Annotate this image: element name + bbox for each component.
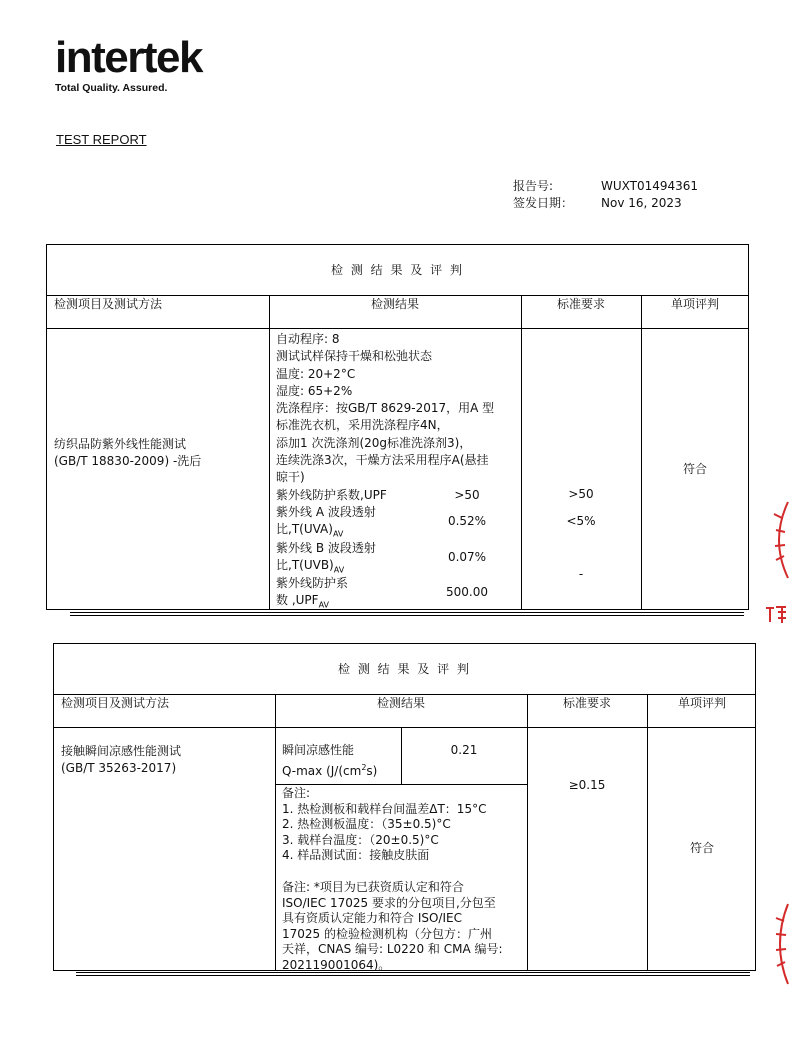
report-title: TEST REPORT	[56, 132, 147, 147]
company-logo	[55, 33, 202, 94]
remark-line: 17025 的检验检测机构（分包方：广州	[282, 926, 492, 941]
subscript: AV	[318, 600, 329, 610]
result-label: 紫外线防护系数,UPF	[276, 488, 387, 502]
result-row-uva-value: 0.52%	[447, 514, 487, 528]
logo-tagline: Total Quality. Assured.	[55, 82, 168, 94]
note-line: 3. 载样台温度：（20±0.5)°C	[282, 832, 439, 847]
column-header-requirement: 标准要求	[556, 297, 605, 311]
requirement-uva: <5%	[566, 514, 596, 528]
result-label: 数 ,UPF	[276, 593, 319, 608]
verdict: 符合	[689, 841, 714, 855]
condition-line: 添加1 次洗涤剂(20g标准洗涤剂3)，	[276, 435, 472, 450]
column-header-verdict: 单项评判	[670, 297, 719, 311]
test-item-method: (GB/T 18830-2009) -洗后	[54, 454, 202, 469]
remark-line: 天祥，CNAS 编号: L0220 和 CMA 编号:	[282, 942, 503, 957]
stamp-fragment-top	[764, 500, 790, 580]
results-table-uv	[46, 244, 749, 610]
column-header-requirement: 标准要求	[562, 696, 611, 710]
table-title: 检 测 结 果 及 评 判	[47, 245, 748, 296]
report-no: WUXT01494361	[601, 179, 699, 193]
column-header-item: 检测项目及测试方法	[61, 696, 170, 710]
result-label	[282, 742, 377, 781]
subscript: AV	[332, 529, 344, 539]
requirement-uvb: -	[578, 567, 584, 581]
result-label-line: Q-max (J/(cm	[282, 764, 362, 779]
result-row-uva-label	[276, 504, 376, 543]
report-meta	[513, 178, 698, 212]
condition-line: 洗涤程序：按GB/T 8629-2017，用A 型	[276, 401, 495, 416]
stamp-fragment-mid	[764, 604, 790, 626]
column-header-result: 检测结果	[370, 297, 419, 311]
result-label: 紫外线防护系	[276, 576, 349, 590]
result-label-line: 瞬间凉感性能	[282, 743, 355, 757]
condition-line: 连续洗涤3次，干燥方法采用程序A(悬挂	[276, 453, 489, 468]
requirement-upf: >50	[568, 487, 594, 501]
result-label: 紫外线 B 波段透射	[276, 541, 376, 555]
result-row-uvb-value: 0.07%	[447, 550, 487, 564]
superscript: 2	[361, 763, 367, 773]
condition-line: 标准洗衣机，采用洗涤程序4N，	[276, 418, 449, 433]
test-item	[54, 436, 201, 471]
test-item-name: 纺织品防紫外线性能测试	[54, 437, 187, 451]
result-row-upfav-label	[276, 575, 348, 614]
report-no-label: 报告号:	[513, 179, 554, 193]
column-header-item: 检测项目及测试方法	[54, 297, 163, 311]
condition-line: 测试试样保持干燥和松弛状态	[276, 349, 433, 364]
stamp-fragment-bottom	[768, 902, 790, 986]
result-row-upfav-value: 500.00	[446, 585, 488, 599]
result-row-upf-value: >50	[454, 488, 480, 502]
condition-line: 晾干)	[276, 470, 305, 485]
result-value: 0.21	[450, 743, 478, 757]
issue-date-label: 签发日期：	[513, 196, 574, 210]
test-notes	[282, 786, 503, 974]
condition-line: 温度: 20+2°C	[276, 366, 356, 381]
issue-date: Nov 16, 2023	[601, 196, 682, 210]
condition-line: 湿度: 65+2%	[276, 383, 353, 398]
remark-line: ISO/IEC 17025 要求的分包项目,分包至	[282, 895, 496, 910]
remark-line: 备注: *项目为已获资质认定和符合	[282, 879, 464, 894]
note-line: 2. 热检测板温度：（35±0.5)°C	[282, 817, 451, 832]
notes-title: 备注:	[282, 786, 311, 800]
result-row-upf-label	[276, 487, 387, 504]
result-row-uvb-label	[276, 540, 376, 579]
note-line: 4. 样品测试面：接触皮肤面	[282, 848, 430, 863]
table-bottom-rule	[70, 612, 744, 616]
result-label: 比,T(UVB)	[276, 558, 334, 573]
test-item-method: (GB/T 35263-2017)	[61, 761, 177, 776]
result-label: 紫外线 A 波段透射	[276, 505, 376, 519]
condition-line: 自动程序: 8	[276, 332, 340, 346]
table-title: 检 测 结 果 及 评 判	[54, 644, 755, 695]
test-conditions	[276, 331, 494, 487]
results-table-cooling	[53, 643, 756, 971]
column-header-result: 检测结果	[376, 696, 425, 710]
logo-wordmark: intertek	[55, 33, 202, 82]
test-item-name: 接触瞬间凉感性能测试	[61, 744, 182, 758]
result-label: 比,T(UVA)	[276, 522, 333, 537]
test-item	[61, 743, 181, 778]
remark-line: 具有资质认定能力和符合 ISO/IEC	[282, 911, 462, 926]
note-line: 1. 热检测板和载样台间温差ΔT：15°C	[282, 801, 487, 816]
table-bottom-rule	[76, 972, 750, 976]
column-header-verdict: 单项评判	[677, 696, 726, 710]
subscript: AV	[333, 565, 345, 575]
remark-line: 202119001064)。	[282, 957, 391, 972]
requirement: ≥0.15	[568, 778, 606, 792]
result-label-line: s)	[366, 764, 378, 779]
verdict: 符合	[682, 462, 707, 476]
